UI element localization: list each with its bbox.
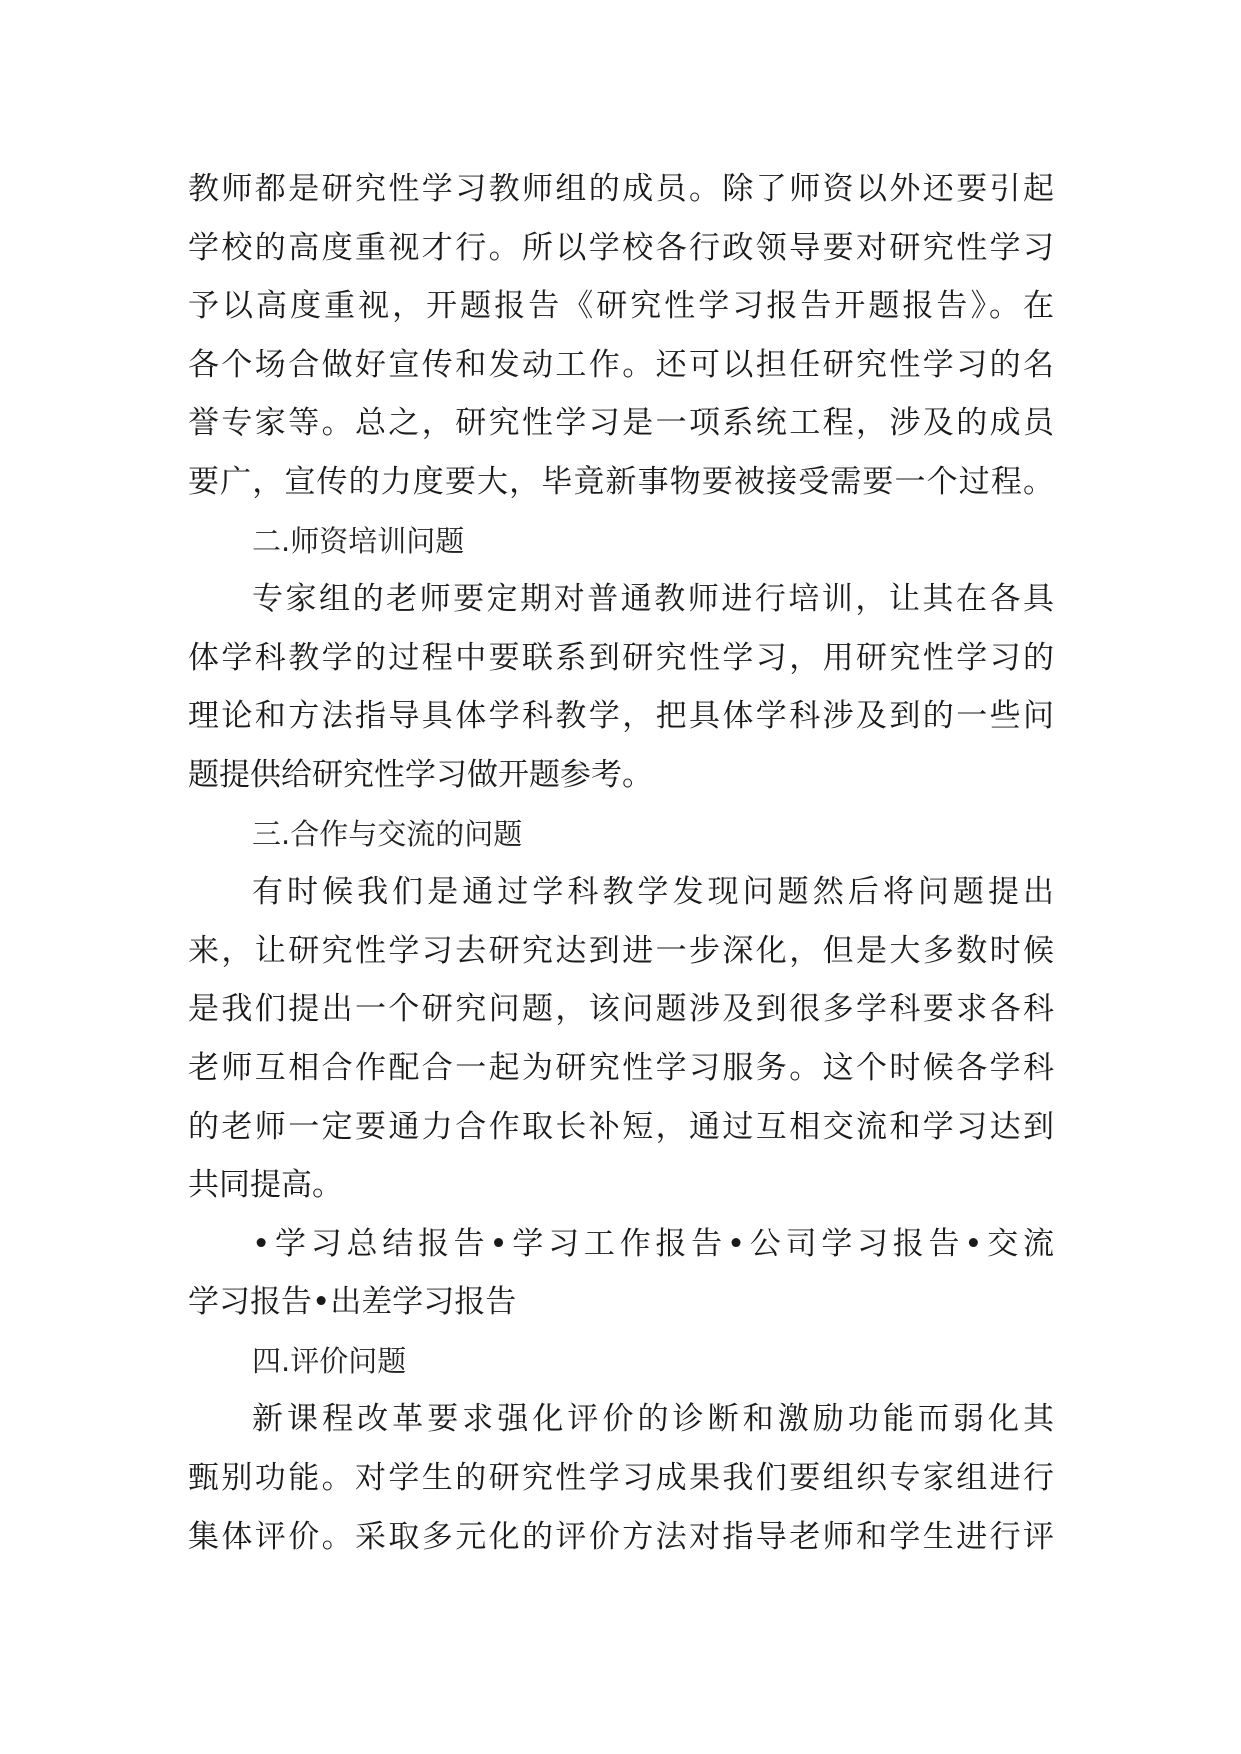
paragraph-evaluation xyxy=(188,1390,1054,1566)
paragraph-line: 誉专家等。总之，研究性学习是一项系统工程，涉及的成员 xyxy=(188,405,1054,442)
paragraph-line: 理论和方法指导具体学科教学，把具体学科涉及到的一些问 xyxy=(188,698,1054,735)
paragraph-line: 有时候我们是通过学科教学发现问题然后将问题提出 xyxy=(252,874,1054,911)
paragraph-line: 共同提高。 xyxy=(188,1167,343,1204)
paragraph-teacher-group xyxy=(188,160,1054,512)
paragraph-line: 题提供给研究性学习做开题参考。 xyxy=(188,756,653,793)
paragraph-teacher-training xyxy=(188,570,1054,804)
paragraph-line: 各个场合做好宣传和发动工作。还可以担任研究性学习的名 xyxy=(188,346,1054,383)
related-reports-line: •学习总结报告•学习工作报告•公司学习报告•交流 xyxy=(252,1225,1054,1262)
paragraph-line: 是我们提出一个研究问题，该问题涉及到很多学科要求各科 xyxy=(188,991,1054,1028)
paragraph-line: 来，让研究性学习去研究达到进一步深化，但是大多数时候 xyxy=(188,932,1054,969)
section-heading-teacher-training: 二.师资培训问题 xyxy=(252,523,465,558)
paragraph-line: 新课程改革要求强化评价的诊断和激励功能而弱化其 xyxy=(252,1401,1054,1438)
paragraph-cooperation xyxy=(188,863,1054,1215)
related-reports-list xyxy=(188,1215,1054,1332)
paragraph-line: 体学科教学的过程中要联系到研究性学习，用研究性学习的 xyxy=(188,639,1054,676)
paragraph-line: 甄别功能。对学生的研究性学习成果我们要组织专家组进行 xyxy=(188,1460,1054,1497)
paragraph-line: 老师互相合作配合一起为研究性学习服务。这个时候各学科 xyxy=(188,1049,1054,1086)
document-body xyxy=(188,160,1054,1566)
paragraph-line: 集体评价。采取多元化的评价方法对指导老师和学生进行评 xyxy=(188,1518,1054,1555)
paragraph-line: 要广，宣传的力度要大，毕竟新事物要被接受需要一个过程。 xyxy=(188,463,1054,500)
paragraph-line: 的老师一定要通力合作取长补短，通过互相交流和学习达到 xyxy=(188,1108,1054,1145)
section-heading-cooperation: 三.合作与交流的问题 xyxy=(252,816,523,851)
paragraph-line: 专家组的老师要定期对普通教师进行培训，让其在各具 xyxy=(252,581,1054,618)
paragraph-line: 教师都是研究性学习教师组的成员。除了师资以外还要引起 xyxy=(188,171,1054,207)
paragraph-line: 予以高度重视，开题报告《研究性学习报告开题报告》。在 xyxy=(188,288,1054,325)
section-heading-evaluation: 四.评价问题 xyxy=(252,1343,407,1378)
paragraph-line: 学校的高度重视才行。所以学校各行政领导要对研究性学习 xyxy=(188,229,1054,266)
related-reports-line: 学习报告•出差学习报告 xyxy=(188,1284,517,1321)
